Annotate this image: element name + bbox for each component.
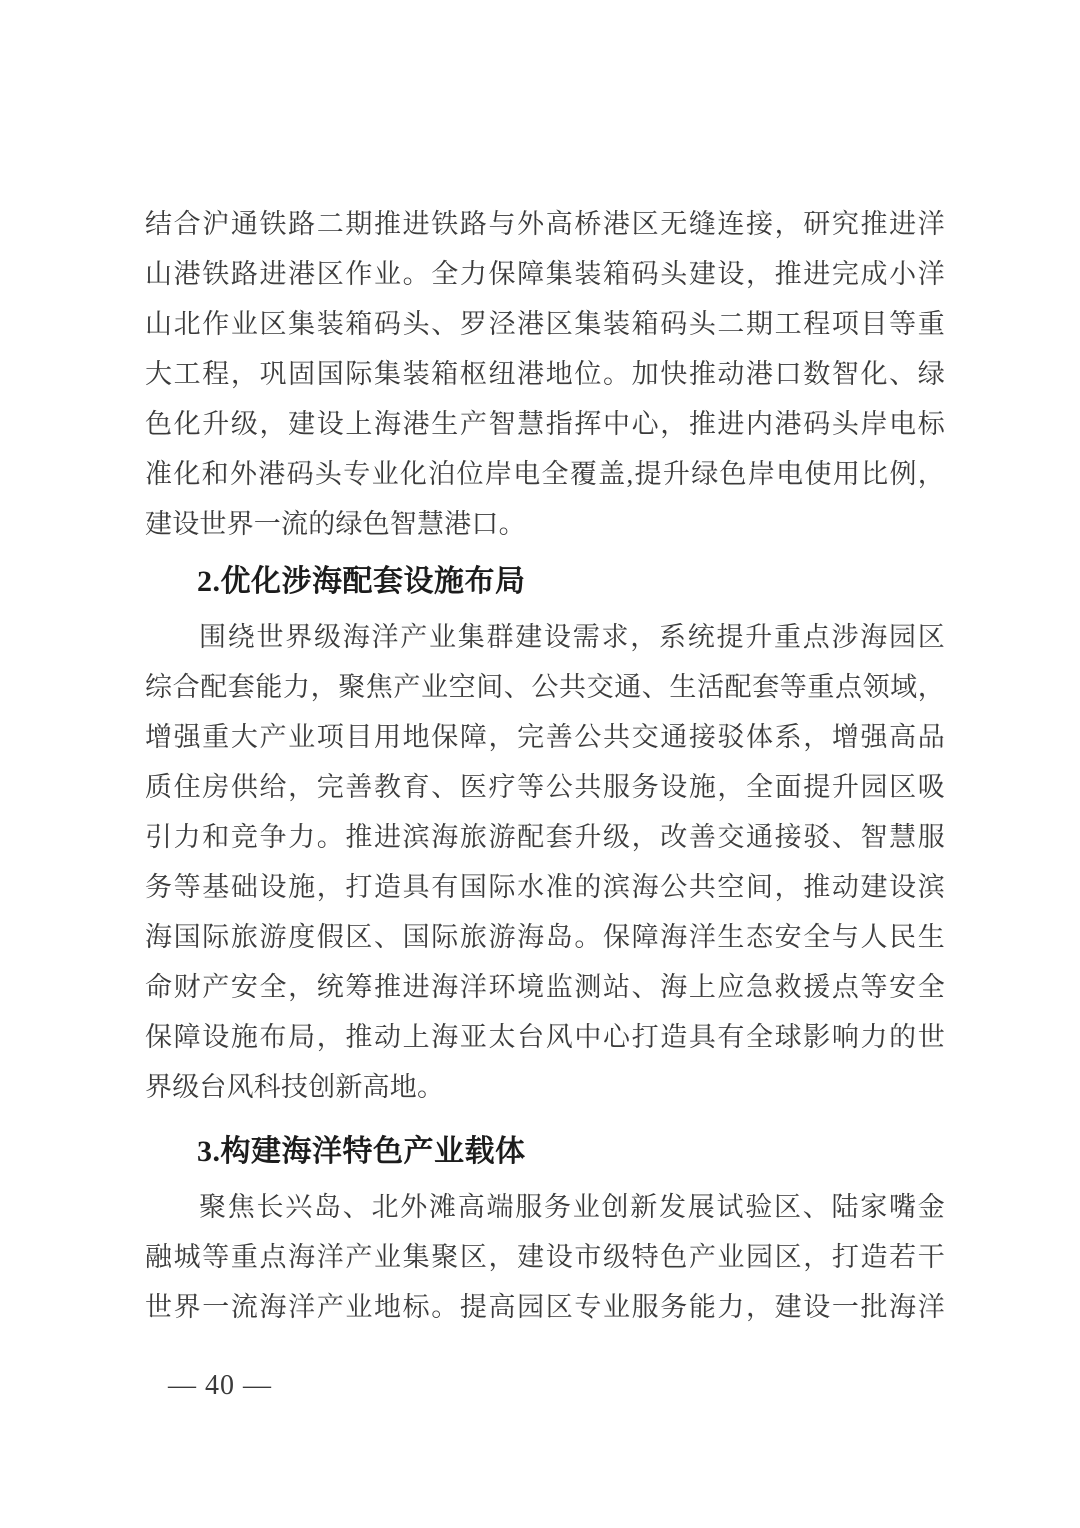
text-line: 质住房供给，完善教育、医疗等公共服务设施，全面提升园区吸 — [145, 772, 945, 802]
section-3-heading: 3.构建海洋特色产业载体 — [197, 1135, 526, 1168]
text-line: 保障设施布局，推动上海亚太台风中心打造具有全球影响力的世 — [145, 1022, 945, 1052]
paragraph-port-infrastructure — [145, 199, 945, 549]
paragraph-industry-carriers — [145, 1182, 945, 1332]
text-line: 引力和竞争力。推进滨海旅游配套升级，改善交通接驳、智慧服 — [145, 822, 945, 852]
text-line: 海国际旅游度假区、国际旅游海岛。保障海洋生态安全与人民生 — [145, 922, 945, 952]
text-line: 增强重大产业项目用地保障，完善公共交通接驳体系，增强高品 — [145, 722, 945, 752]
text-line: 聚焦长兴岛、北外滩高端服务业创新发展试验区、陆家嘴金 — [199, 1192, 945, 1222]
text-line: 准化和外港码头专业化泊位岸电全覆盖,提升绿色岸电使用比例， — [145, 459, 945, 489]
text-line: 命财产安全，统筹推进海洋环境监测站、海上应急救援点等安全 — [145, 972, 945, 1002]
text-line: 务等基础设施，打造具有国际水准的滨海公共空间，推动建设滨 — [145, 872, 945, 902]
text-line: 色化升级，建设上海港生产智慧指挥中心，推进内港码头岸电标 — [145, 409, 945, 439]
text-line: 建设世界一流的绿色智慧港口。 — [145, 509, 526, 539]
page-number: — 40 — — [168, 1370, 272, 1401]
document-content — [145, 199, 945, 1332]
text-line: 融城等重点海洋产业集聚区，建设市级特色产业园区，打造若干 — [145, 1242, 945, 1272]
section-2-heading: 2.优化涉海配套设施布局 — [197, 565, 526, 598]
text-line: 结合沪通铁路二期推进铁路与外高桥港区无缝连接，研究推进洋 — [145, 209, 945, 239]
text-line: 界级台风科技创新高地。 — [145, 1072, 445, 1102]
text-line: 山北作业区集装箱码头、罗泾港区集装箱码头二期工程项目等重 — [145, 309, 945, 339]
text-line: 综合配套能力，聚焦产业空间、公共交通、生活配套等重点领域， — [145, 672, 945, 702]
text-line: 山港铁路进港区作业。全力保障集装箱码头建设，推进完成小洋 — [145, 259, 945, 289]
text-line: 围绕世界级海洋产业集群建设需求，系统提升重点涉海园区 — [199, 622, 945, 652]
text-line: 世界一流海洋产业地标。提高园区专业服务能力，建设一批海洋 — [145, 1292, 945, 1322]
text-line: 大工程，巩固国际集装箱枢纽港地位。加快推动港口数智化、绿 — [145, 359, 945, 389]
paragraph-supporting-facilities — [145, 612, 945, 1112]
